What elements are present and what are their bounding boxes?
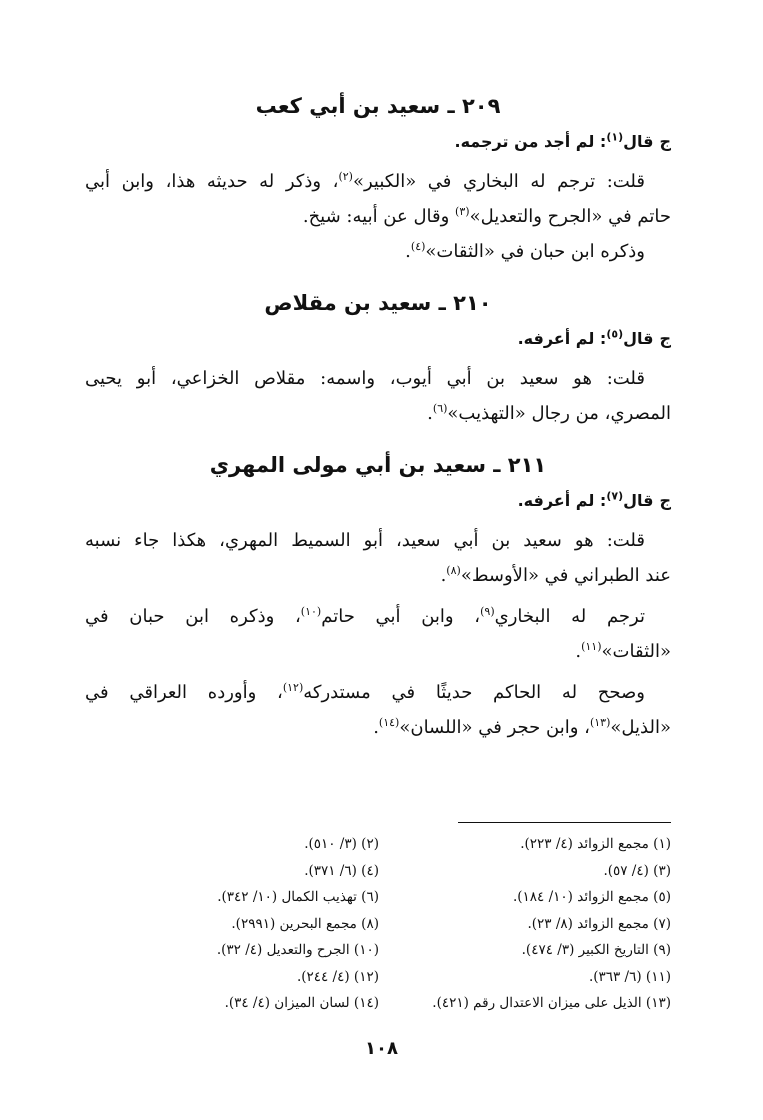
text-run: عند الطبراني في «الأوسط» (460, 565, 671, 586)
footnote-ref: (٢) (338, 170, 353, 183)
text-line (85, 675, 671, 710)
text-run: قلت: ترجم له البخاري في «الكبير» (352, 171, 645, 192)
qaal-line (85, 485, 671, 517)
text-run: قلت: هو سعيد بن أبي أيوب، واسمه: مقلاص الخزاعي، أبو يحيى (85, 368, 645, 389)
footnote-ref: (٨) (446, 564, 461, 577)
entry-title: ٢١٠ ـ سعيد بن مقلاص (264, 291, 492, 315)
text-run: ، وأورده العراقي في (85, 682, 283, 703)
text-run: «الذيل» (610, 717, 671, 738)
footnote-ref: (٣) (455, 205, 470, 218)
footnote-item: (٢) (٣/ ٥١٠). (304, 836, 379, 852)
qaal-label: قال (623, 132, 654, 151)
footnote-ref: (٥) (606, 327, 624, 341)
entry-title: ٢٠٩ ـ سعيد بن أبي كعب (255, 94, 501, 118)
footnote-ref: (١) (606, 130, 624, 144)
paragraph (85, 675, 671, 745)
text-run: ، وذكره ابن حبان في (85, 606, 301, 627)
footnote-ref: (١٤) (378, 716, 400, 729)
text-run: قلت: هو سعيد بن أبي سعيد، أبو السميط المهري، هكذا جاء نسبه (85, 530, 645, 551)
footnote-item: (١) مجمع الزوائد (٤/ ٢٢٣). (520, 836, 671, 852)
footnote-ref: (٩) (480, 605, 495, 618)
text-run: . (405, 241, 411, 262)
text-line (85, 199, 671, 234)
footnote-ref: (١٠) (300, 605, 322, 618)
chapter-mark: ج (659, 132, 671, 151)
footnote-item: (١١) (٦/ ٣٦٣). (588, 968, 671, 985)
footnote-item: (١٠) الجرح والتعديل (٤/ ٣٢). (216, 942, 379, 958)
text-line (85, 523, 671, 558)
footnote-item: (٧) مجمع الزوائد (٨/ ٢٣). (527, 915, 671, 932)
footnote-item: (١٣) الذيل على ميزان الاعتدال رقم (٤٢١). (432, 995, 671, 1011)
footnote-divider (458, 822, 671, 823)
entry-211 (85, 445, 671, 745)
text-run: . (427, 403, 433, 424)
footnote-ref: (٦) (432, 402, 448, 415)
footnote-item: (٥) مجمع الزوائد (١٠/ ١٨٤). (512, 889, 671, 905)
entry-210 (85, 283, 671, 431)
qaal-text: : لم أعرفه. (517, 491, 607, 510)
footnote-list (85, 831, 671, 1017)
footnote-ref: (١١) (581, 640, 602, 653)
text-run: المصري، من رجال «التهذيب» (447, 403, 671, 424)
footnote-item: (٨) مجمع البحرين (٢٩٩١). (231, 915, 379, 932)
paragraph (85, 599, 671, 669)
footnote-ref: (١٣) (589, 716, 611, 729)
text-line (85, 164, 671, 199)
footnote-item: (١٢) (٤/ ٢٤٤). (296, 968, 379, 985)
text-run: وذكره ابن حبان في «الثقات» (425, 241, 645, 262)
text-run: وقال عن أبيه: شيخ. (302, 206, 456, 227)
text-run: وصحح له الحاكم حديثًا في مستدركه (303, 682, 645, 703)
chapter-mark: ج (659, 329, 671, 348)
footnote-item: (١٤) لسان الميزان (٤/ ٣٤). (224, 995, 379, 1011)
text-run: ، وابن حجر في «اللسان» (399, 717, 590, 738)
text-line (85, 234, 671, 269)
text-line (85, 599, 671, 634)
text-run: . (373, 717, 379, 738)
text-run: ترجم له البخاري (494, 606, 646, 627)
text-run: «الثقات» (601, 641, 671, 662)
text-run: حاتم في «الجرح والتعديل» (469, 206, 671, 227)
text-line (85, 361, 671, 396)
text-run: ، وابن أبي حاتم (321, 606, 481, 627)
paragraph (85, 361, 671, 431)
entry-209 (85, 86, 671, 269)
footnotes (85, 822, 671, 1017)
footnote-ref: (١٢) (282, 681, 304, 694)
page-number: ١٠٨ (365, 1038, 398, 1059)
text-line (85, 558, 671, 593)
footnote-item: (٩) التاريخ الكبير (٣/ ٤٧٤). (521, 942, 671, 958)
text-run: . (575, 641, 582, 662)
chapter-mark: ج (659, 491, 671, 510)
paragraph (85, 523, 671, 593)
qaal-label: قال (623, 491, 654, 510)
text-run: ، وذكر له حديثه هذا، وابن أبي (85, 171, 339, 192)
text-line (85, 396, 671, 431)
page-body (85, 86, 671, 745)
text-line (85, 710, 671, 745)
paragraph (85, 164, 671, 269)
qaal-line (85, 126, 671, 158)
text-line (85, 634, 671, 669)
entry-title: ٢١١ ـ سعيد بن أبي مولى المهري (209, 453, 547, 477)
footnote-item: (٤) (٦/ ٣٧١). (304, 862, 379, 879)
footnote-item: (٦) تهذيب الكمال (١٠/ ٣٤٢). (217, 889, 379, 905)
qaal-line (85, 323, 671, 355)
footnote-item: (٣) (٤/ ٥٧). (603, 862, 671, 879)
qaal-text: : لم أجد من ترجمه. (454, 132, 607, 151)
text-run: . (440, 565, 447, 586)
footnote-ref: (٤) (410, 240, 426, 253)
qaal-label: قال (623, 329, 654, 348)
footnote-ref: (٧) (606, 489, 624, 503)
qaal-text: : لم أعرفه. (517, 329, 607, 348)
